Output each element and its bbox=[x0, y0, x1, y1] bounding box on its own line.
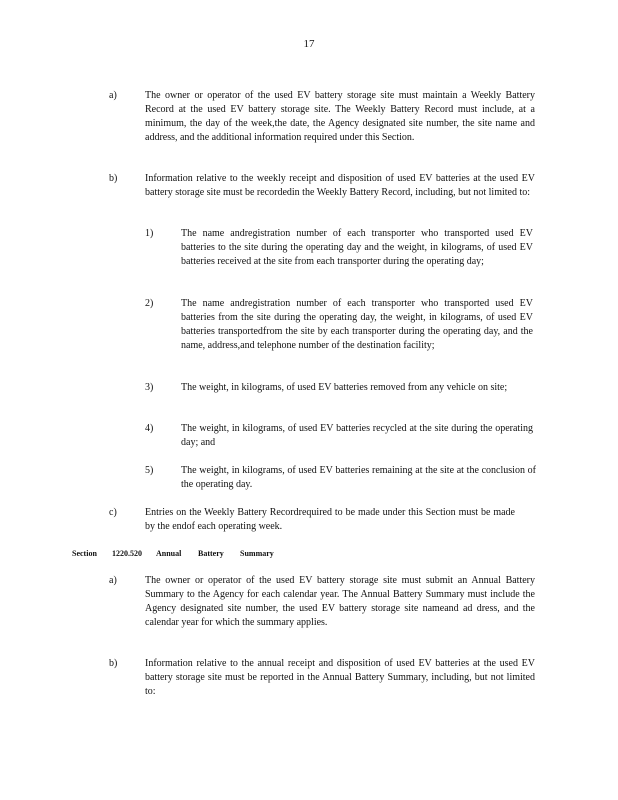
page-number: 17 bbox=[303, 38, 315, 50]
section-title-word: Annual bbox=[156, 549, 182, 558]
paragraph-label: a) bbox=[109, 90, 117, 101]
paragraph-text: The owner or operator of the used EV battery storage site must submit an Annual Battery Summary to the Agency for each calendar year. The Annual Battery Summary must include the Agency designated site number, the used EV battery storage site nameand ad dress, and the calendar year for which the summary applies. bbox=[145, 575, 535, 628]
paragraph-label: c) bbox=[109, 507, 117, 518]
sub-item-label: 4) bbox=[145, 423, 154, 434]
sub-item-label: 2) bbox=[145, 298, 154, 309]
section-title-word: Summary bbox=[240, 549, 274, 558]
sub-item-text: The weight, in kilograms, of used EV batteries recycled at the site during the operating day; and bbox=[181, 423, 533, 448]
paragraph-text: Information relative to the weekly receipt and disposition of used EV batteries at the used EV battery storage site must be recordedin the Weekly Battery Record, including, but not limited to: bbox=[145, 173, 535, 198]
paragraph-text: The owner or operator of the used EV battery storage site must maintain a Weekly Battery Record at the used EV battery storage site. The Weekly Battery Record must include, at a minimum, the day of the week,the date, the Agency designated site number, the site name and address, and the additional information required under this Section. bbox=[145, 90, 535, 143]
sub-item-text: The weight, in kilograms, of used EV batteries remaining at the site at the conclusion of the operating day. bbox=[181, 465, 536, 490]
sub-item-label: 3) bbox=[145, 382, 154, 393]
sub-item-label: 5) bbox=[145, 465, 154, 476]
paragraph-text: Entries on the Weekly Battery Recordrequired to be made under this Section must be made by the endof each operating week. bbox=[145, 507, 515, 532]
sub-item-text: The weight, in kilograms, of used EV batteries removed from any vehicle on site; bbox=[181, 382, 508, 393]
paragraph-text: Information relative to the annual receipt and disposition of used EV batteries at the used EV battery storage site must be reported in the Annual Battery Summary, including, but not limited to: bbox=[145, 658, 535, 697]
paragraph-label: b) bbox=[109, 658, 118, 669]
section-number: 1220.520 bbox=[112, 549, 142, 558]
paragraph-label: b) bbox=[109, 173, 118, 184]
section-title-word: Battery bbox=[198, 549, 224, 558]
sub-item-text: The name andregistration number of each transporter who transported used EV batteries from the site during the operating day, the weight, in kilograms, of used EV batteries transportedfrom the site by each transporter during the operating day, and the name, address,and telephone number of the destination facility; bbox=[181, 298, 533, 351]
sub-item-label: 1) bbox=[145, 228, 154, 239]
sub-item-text: The name andregistration number of each transporter who transported used EV batteries to the site during the operating day and the weight, in kilograms, of used EV batteries received at the site from each transporter during the operating day; bbox=[181, 228, 533, 267]
paragraph-label: a) bbox=[109, 575, 117, 586]
section-heading bbox=[72, 547, 274, 561]
section-word: Section bbox=[72, 549, 97, 558]
